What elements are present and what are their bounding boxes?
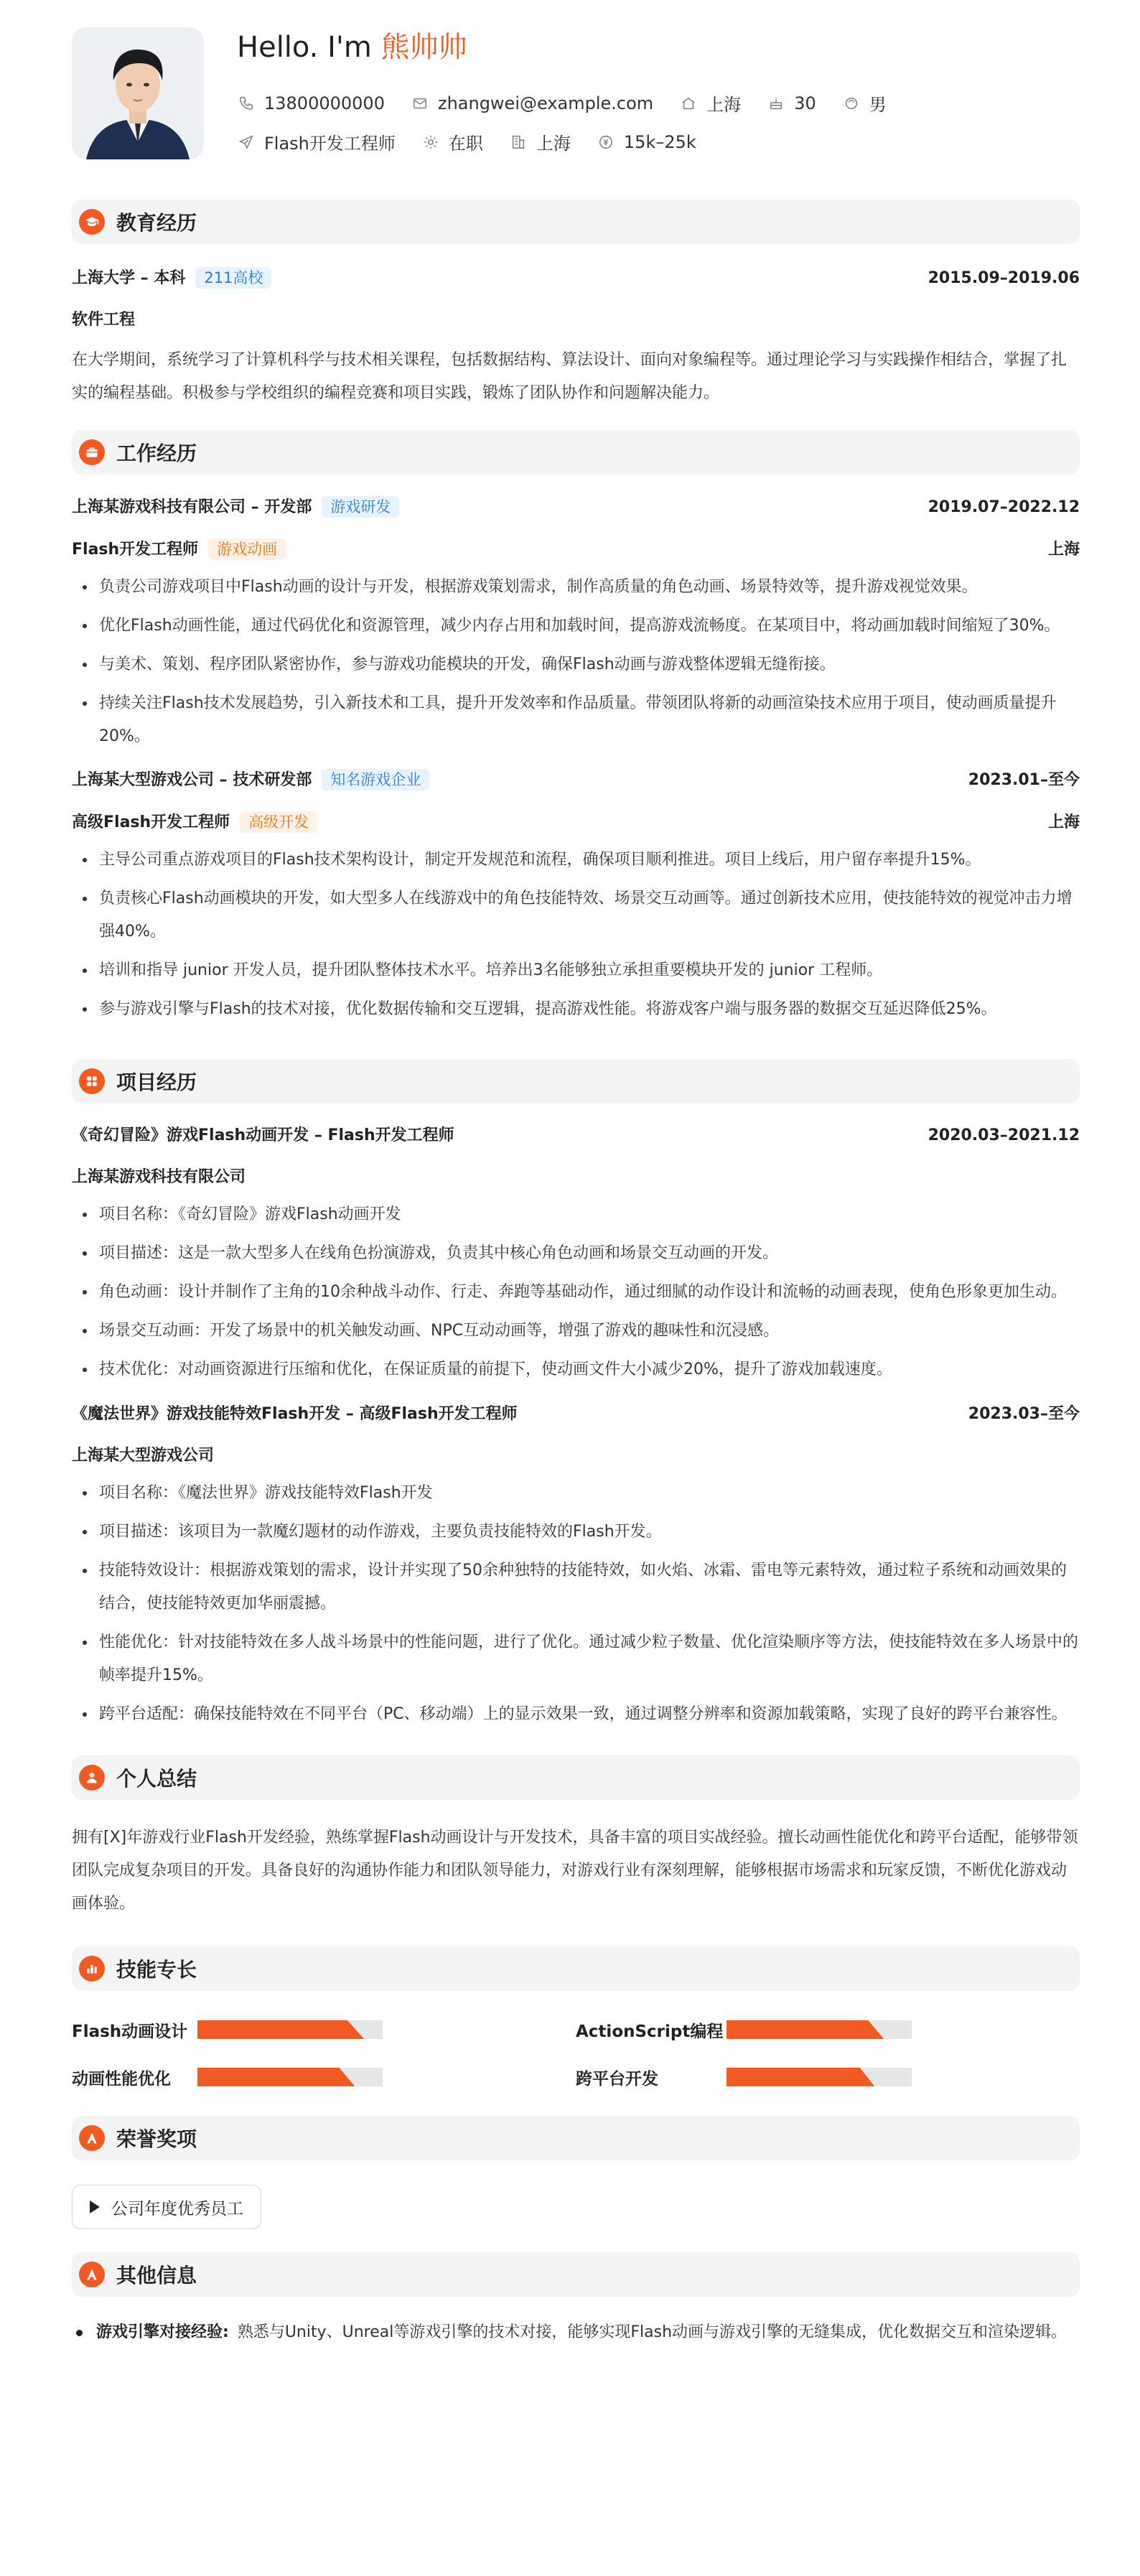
skill-name: Flash动画设计: [72, 2022, 188, 2041]
list-item: • 技术优化：对动画资源进行压缩和优化，在保证质量的前提下，使动画文件大小减少20%，提升了游戏加载速度。: [96, 1353, 1080, 1386]
job-intent-row: [238, 129, 724, 154]
job-role-line: [72, 811, 1080, 834]
project-name: 《魔法世界》游戏技能特效Flash开发 – 高级Flash开发工程师: [72, 1405, 518, 1423]
job-head: [72, 496, 1080, 518]
other-info-value: 熟悉与Unity、Unreal等游戏引擎的技术对接，能够实现Flash动画与游戏引擎的无缝集成，优化数据交互和渲染逻辑。: [237, 2323, 1067, 2341]
education-period: 2015.09–2019.06: [928, 269, 1080, 287]
education-section: [72, 200, 1080, 410]
skill-name: 跨平台开发: [576, 2069, 658, 2089]
section-title: 工作经历: [116, 442, 197, 465]
phone-item: [238, 93, 385, 113]
contact-row: [238, 90, 914, 116]
company-tag: 知名游戏企业: [322, 769, 429, 790]
job-bullets: [72, 844, 1080, 1026]
list-item: • 与美术、策划、程序团队紧密协作，参与游戏功能模块的开发，确保Flash动画与游戏整体逻辑无缝衔接。: [96, 648, 1080, 681]
section-title: 荣誉奖项: [116, 2127, 197, 2151]
honors-header: [72, 2116, 1080, 2160]
project-company: 上海某大型游戏公司: [72, 1447, 215, 1465]
skill-bar-fill: [726, 2068, 874, 2086]
home-icon: [681, 95, 696, 111]
candidate-name: 熊帅帅: [380, 31, 467, 64]
honors-section: [72, 2116, 1080, 2229]
job-period: 2023.01–至今: [968, 770, 1080, 789]
list-item: • 持续关注Flash技术发展趋势，引入新技术和工具，提升开发效率和作品质量。带领团队将新的动画渲染技术应用于项目，使动画质量提升20%。: [96, 687, 1080, 753]
greeting-text: Hello. I'm: [237, 31, 381, 64]
work-section: [72, 430, 1080, 1026]
skills-section: [72, 1946, 1080, 2090]
age-item: [768, 93, 816, 113]
projects-header: [72, 1059, 1080, 1103]
project-entry: [72, 1125, 1080, 1386]
job-role-line: [72, 538, 1080, 561]
section-title: 教育经历: [116, 211, 197, 235]
graduation-cap-icon: [79, 209, 105, 235]
skill-bar: [197, 2068, 383, 2086]
section-title: 其他信息: [116, 2264, 197, 2287]
list-item: • 跨平台适配：确保技能特效在不同平台（PC、移动端）上的显示效果一致，通过调整分辨率和资源加载策略，实现了良好的跨平台兼容性。: [96, 1698, 1080, 1731]
salary-text: 15k–25k: [623, 131, 696, 152]
money-icon: [598, 134, 614, 150]
project-name: 《奇幻冒险》游戏Flash动画开发 – Flash开发工程师: [72, 1126, 454, 1144]
other-header: [72, 2252, 1080, 2297]
skill-bar: [726, 2068, 912, 2086]
resume-page: [72, 27, 1080, 2348]
role-tag: 高级开发: [240, 811, 317, 833]
skill-bar-fill: [726, 2020, 884, 2039]
section-title: 个人总结: [116, 1767, 197, 1791]
greeting: [237, 27, 467, 67]
school-tag: 211高校: [195, 267, 271, 289]
role-tag: 游戏动画: [208, 538, 286, 560]
play-icon: [90, 2201, 100, 2213]
school-name: 上海大学 – 本科: [72, 269, 186, 287]
skill-bar: [726, 2020, 912, 2039]
projects-section: [72, 1059, 1080, 1731]
job-role: Flash开发工程师: [72, 541, 199, 559]
mail-icon: [412, 95, 428, 111]
age-text: 30: [794, 93, 816, 113]
education-header: [72, 200, 1080, 244]
company-name: 上海某游戏科技有限公司 – 开发部: [72, 498, 312, 516]
phone-icon: [238, 95, 254, 111]
list-item: • 性能优化：针对技能特效在多人战斗场景中的性能问题，进行了优化。通过减少粒子数量、优化渲染顺序等方法，使技能特效在多人场景中的帧率提升15%。: [96, 1626, 1080, 1692]
other-section: [72, 2252, 1080, 2348]
info-icon: [79, 2262, 105, 2287]
email-text: zhangwei@example.com: [437, 93, 654, 113]
project-head: [72, 1404, 1080, 1425]
avatar: [72, 27, 204, 159]
award-text: 公司年度优秀员工: [111, 2199, 243, 2218]
list-item: • 负责公司游戏项目中Flash动画的设计与开发，根据游戏策划需求，制作高质量的角色动画、场景特效等，提升游戏视觉效果。: [96, 571, 1080, 604]
list-item: • 项目名称：《魔法世界》游戏技能特效Flash开发: [96, 1477, 1080, 1510]
skill-name: ActionScript编程: [576, 2022, 724, 2041]
job-period: 2019.07–2022.12: [928, 498, 1080, 516]
user-icon: [79, 1765, 105, 1791]
list-item: • 负责核心Flash动画模块的开发，如大型多人在线游戏中的角色技能特效、场景交互动画等。通过创新技术应用，使技能特效的视觉冲击力增强40%。: [96, 882, 1080, 948]
job-location: 上海: [1047, 813, 1080, 831]
gender-item: [844, 90, 887, 116]
gender-icon: [844, 95, 859, 111]
summary-text: 拥有[X]年游戏行业Flash开发经验，熟练掌握Flash动画设计与开发技术，具备丰富的项目实战经验。擅长动画性能优化和跨平台适配，能够带领团队完成复杂项目的开发。具备良好的沟通协作能力和团队领导能力，对游戏行业有深刻理解，能够根据市场需求和玩家反馈，不断优化游戏动画体验。: [72, 1829, 1078, 1913]
list-item: • 培训和指导 junior 开发人员，提升团队整体技术水平。培养出3名能够独立承担重要模块开发的 junior 工程师。: [96, 954, 1080, 987]
list-item: • 优化Flash动画性能，通过代码优化和资源管理，减少内存占用和加载时间，提高游戏流畅度。在某项目中，将动画加载时间缩短了30%。: [96, 610, 1080, 643]
skill-bar-fill: [197, 2068, 355, 2086]
other-info-item: [72, 2317, 1080, 2348]
skill-bar: [197, 2020, 383, 2039]
award-icon: [79, 2125, 105, 2151]
job-role: 高级Flash开发工程师: [72, 813, 230, 831]
list-item: • 角色动画：设计并制作了主角的10余种战斗动作、行走、奔跑等基础动作，通过细腻的动作设计和流畅的动画表现，使角色形象更加生动。: [96, 1276, 1080, 1309]
profile-header: [72, 27, 1080, 164]
award-badge: [72, 2185, 261, 2229]
list-item: • 项目名称：《奇幻冒险》游戏Flash动画开发: [96, 1198, 1080, 1231]
status-item: [423, 129, 483, 154]
summary-section: [72, 1755, 1080, 1921]
project-period: 2020.03–2021.12: [928, 1126, 1080, 1144]
send-icon: [238, 134, 254, 150]
list-item: • 项目描述：该项目为一款魔幻题材的动作游戏，主要负责技能特效的Flash开发。: [96, 1516, 1080, 1549]
job-location: 上海: [1047, 540, 1080, 559]
expected-city-text: 上海: [536, 134, 571, 154]
summary-header: [72, 1755, 1080, 1800]
list-item: • 项目描述：这是一款大型多人在线角色扮演游戏，负责其中核心角色动画和场景交互动画的开发。: [96, 1237, 1080, 1270]
other-info-key: 游戏引擎对接经验:: [96, 2323, 229, 2341]
skills-grid: [72, 2017, 1080, 2090]
gear-icon: [423, 134, 439, 150]
city-text: 上海: [706, 95, 742, 115]
job-entry: [72, 769, 1080, 1026]
building-icon: [510, 134, 526, 150]
position-item: [238, 129, 396, 154]
section-title: 项目经历: [116, 1070, 197, 1094]
work-header: [72, 430, 1080, 475]
section-title: 技能专长: [116, 1958, 197, 1982]
project-company: 上海某游戏科技有限公司: [72, 1168, 246, 1186]
skill-bar-fill: [197, 2020, 364, 2039]
skills-header: [72, 1946, 1080, 1991]
education-description: 在大学期间，系统学习了计算机科学与技术相关课程，包括数据结构、算法设计、面向对象编程等。通过理论学习与实践操作相结合，掌握了扎实的编程基础。积极参与学校组织的编程竞赛和项目实践，锻炼了团队协作和问题解决能力。: [72, 351, 1067, 402]
salary-item: [598, 132, 696, 152]
skill-item: [576, 2064, 1080, 2090]
skill-item: [72, 2017, 576, 2043]
grid-icon: [79, 1068, 105, 1094]
project-bullets: [72, 1477, 1080, 1731]
city-item: [681, 90, 741, 116]
cake-icon: [768, 95, 784, 111]
project-head: [72, 1125, 1080, 1147]
job-entry: [72, 496, 1080, 753]
email-item: [412, 93, 653, 113]
chart-icon: [79, 1956, 105, 1982]
status-text: 在职: [448, 134, 483, 154]
project-period: 2023.03–至今: [968, 1405, 1080, 1423]
gender-text: 男: [869, 95, 887, 115]
list-item: • 参与游戏引擎与Flash的技术对接，优化数据传输和交互逻辑，提高游戏性能。将游戏客户端与服务器的数据交互延迟降低25%。: [96, 993, 1080, 1026]
position-text: Flash开发工程师: [264, 134, 396, 154]
project-entry: [72, 1404, 1080, 1731]
skill-name: 动画性能优化: [72, 2069, 171, 2089]
company-name: 上海某大型游戏公司 – 技术研发部: [72, 771, 312, 789]
list-item: • 场景交互动画：开发了场景中的机关触发动画、NPC互动动画等，增强了游戏的趣味性和沉浸感。: [96, 1315, 1080, 1348]
skill-item: [72, 2064, 576, 2090]
skill-item: [576, 2017, 1080, 2043]
major: 软件工程: [72, 311, 136, 329]
project-bullets: [72, 1198, 1080, 1386]
job-head: [72, 769, 1080, 791]
phone-text: 13800000000: [264, 93, 385, 113]
expected-city-item: [510, 129, 571, 154]
education-entry-head: [72, 267, 1080, 289]
job-bullets: [72, 571, 1080, 753]
company-tag: 游戏研发: [322, 496, 399, 518]
list-item: • 主导公司重点游戏项目的Flash技术架构设计，制定开发规范和流程，确保项目顺利推进。项目上线后，用户留存率提升15%。: [96, 844, 1080, 877]
list-item: • 技能特效设计：根据游戏策划的需求，设计并实现了50余种独特的技能特效，如火焰、冰霜、雷电等元素特效，通过粒子系统和动画效果的结合，使技能特效更加华丽震撼。: [96, 1554, 1080, 1620]
briefcase-icon: [79, 439, 105, 465]
